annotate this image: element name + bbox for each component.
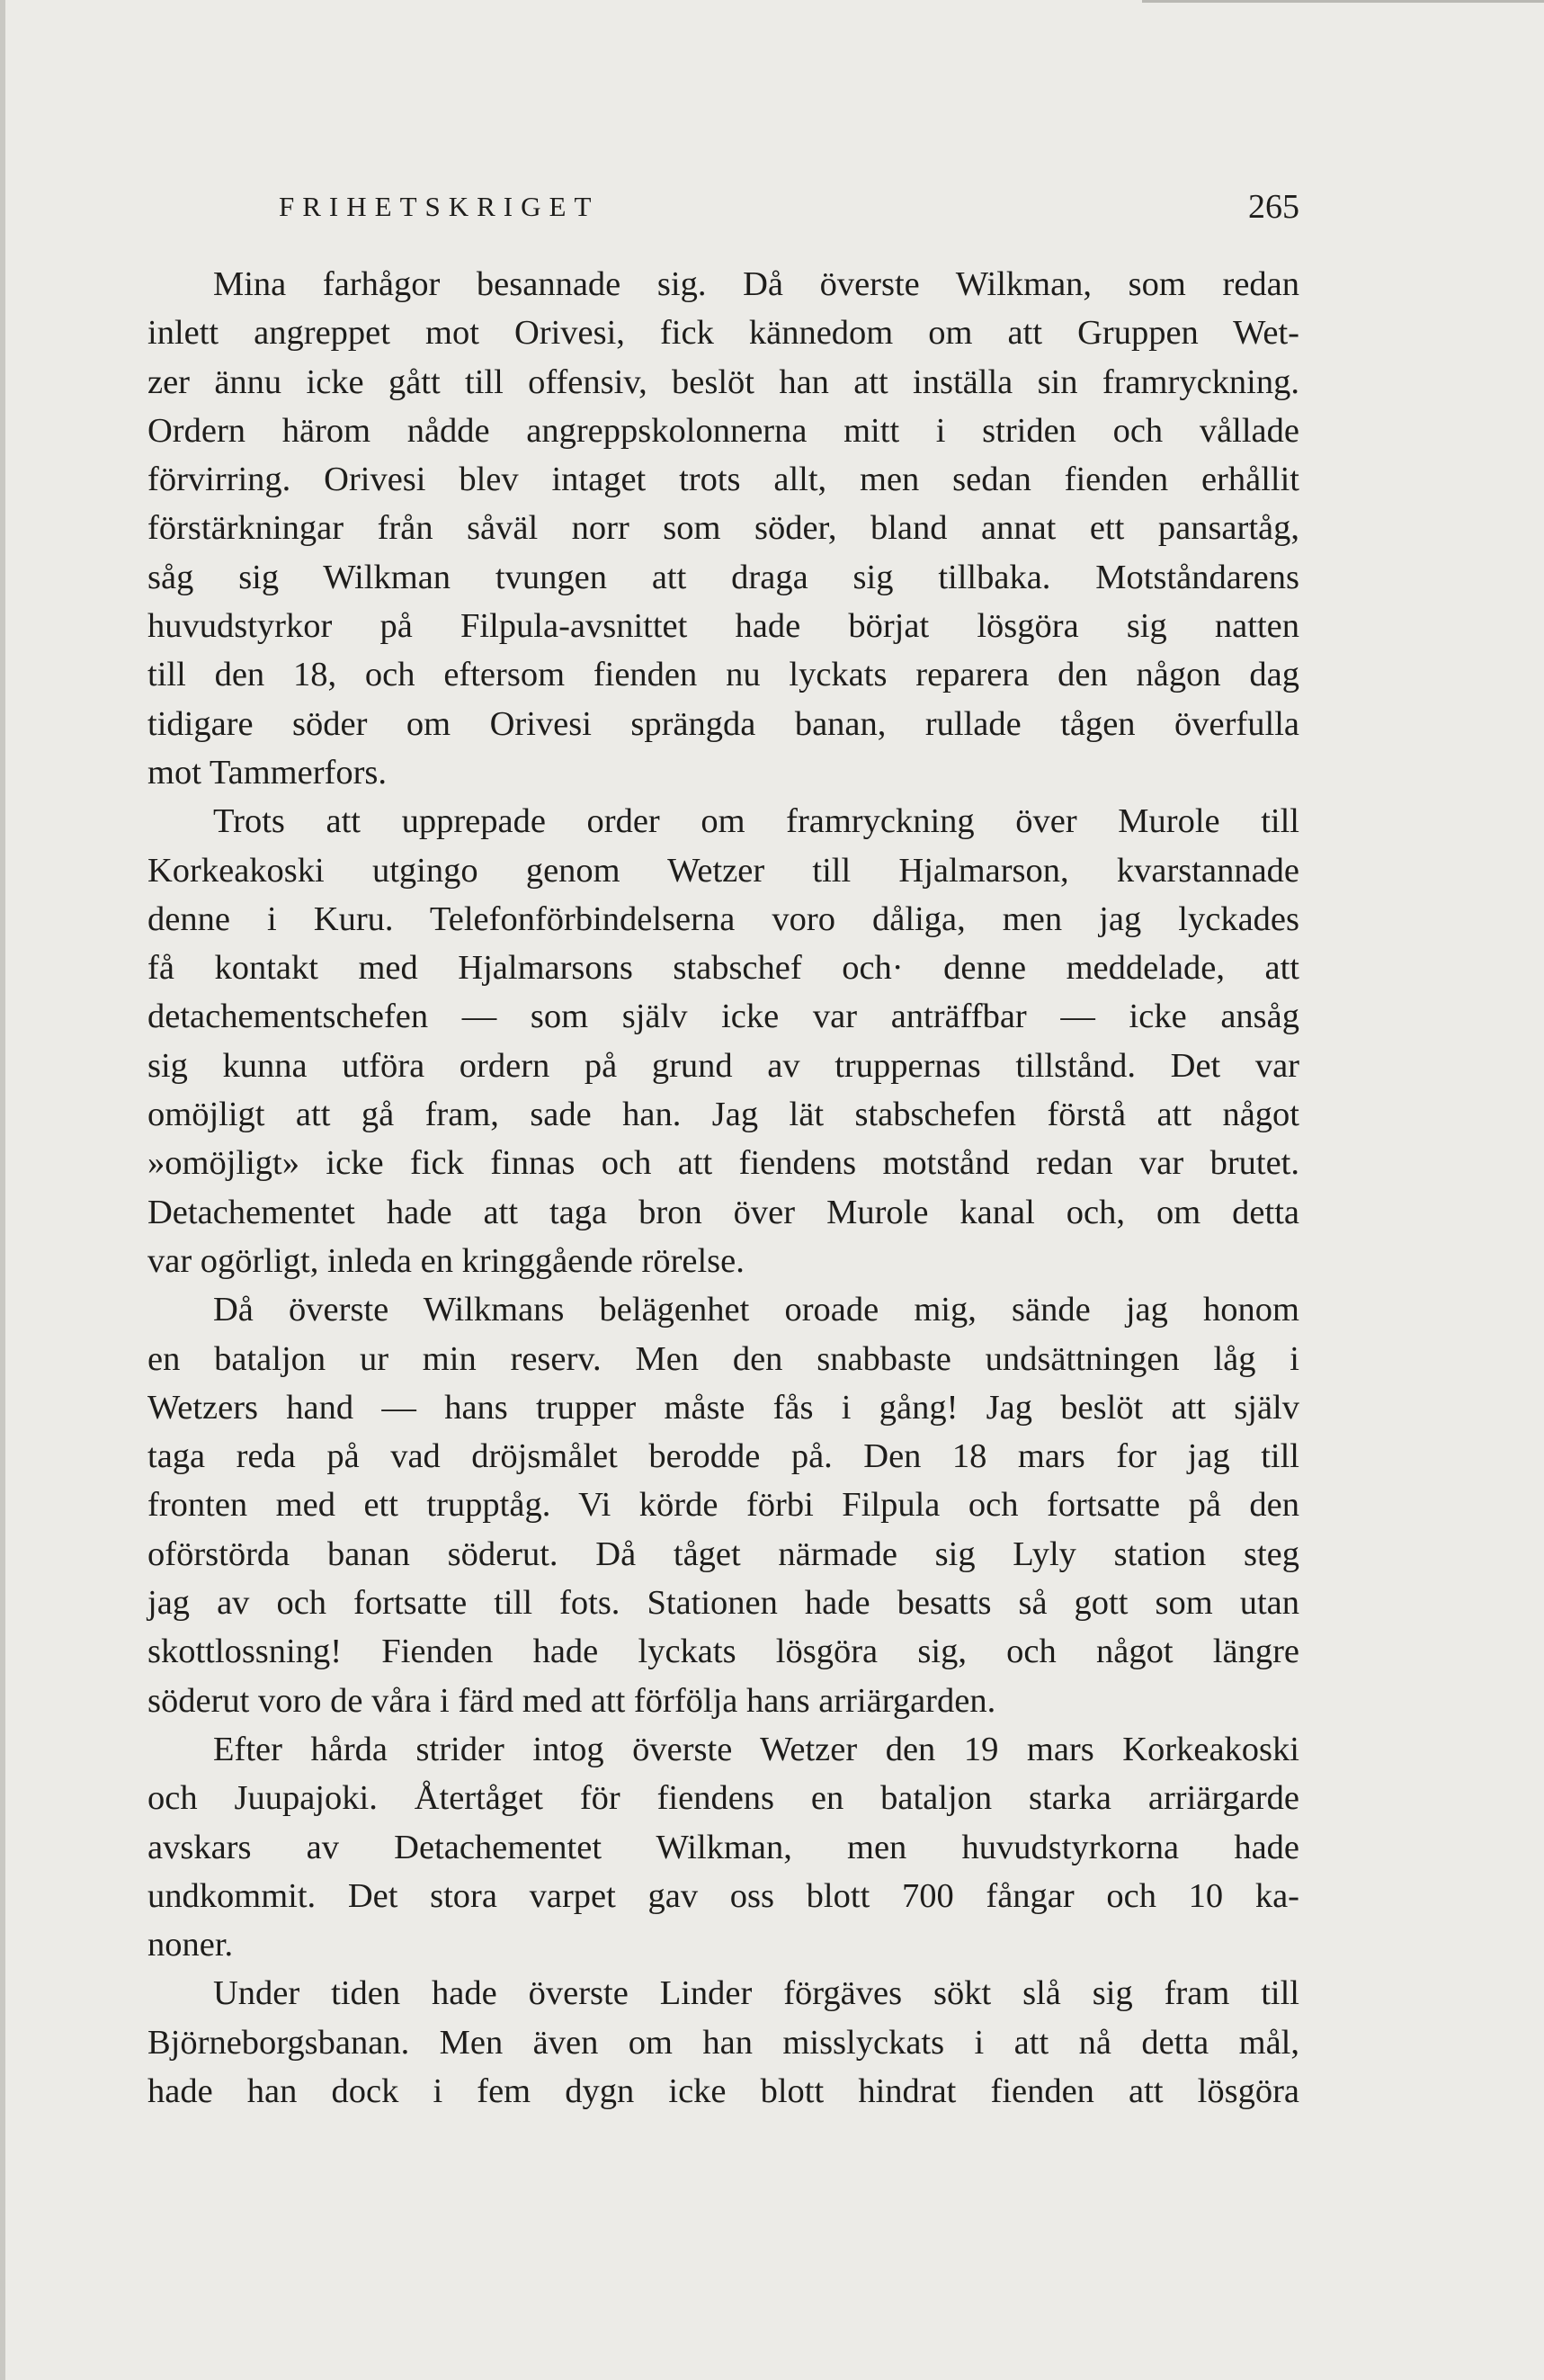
text-line: taga reda på vad dröjsmålet berodde på. Den 18 mars for jag till	[147, 1437, 1299, 1476]
text-line: Ordern härom nådde angreppskolonnerna mitt i striden och vållade	[147, 411, 1299, 450]
body-text	[147, 260, 1299, 2116]
running-head	[279, 184, 1299, 229]
text-line: såg sig Wilkman tvungen att draga sig tillbaka. Motståndarens	[147, 558, 1299, 596]
text-line: fronten med ett trupptåg. Vi körde förbi Filpula och fortsatte på den	[147, 1486, 1299, 1525]
page-number: 265	[1248, 188, 1299, 226]
text-line: en bataljon ur min reserv. Men den snabbaste undsättningen låg i	[147, 1339, 1299, 1378]
text-line: Efter hårda strider intog överste Wetzer den 19 mars Korkeakoski	[213, 1730, 1299, 1768]
text-line: förvirring. Orivesi blev intaget trots allt, men sedan fienden erhållit	[147, 461, 1299, 499]
text-line: oförstörda banan söderut. Då tåget närmade sig Lyly station steg	[147, 1534, 1299, 1573]
paragraph	[147, 1285, 1299, 1725]
text-line: söderut voro de våra i färd med att förfölja hans arriärgarden.	[147, 1681, 996, 1720]
text-line: sig kunna utföra ordern på grund av truppernas tillstånd. Det var	[147, 1046, 1299, 1085]
paragraph	[147, 1725, 1299, 1969]
text-line: tidigare söder om Orivesi sprängda banan, rullade tågen överfulla	[147, 704, 1299, 743]
text-line: noner.	[147, 1926, 234, 1964]
chapter-title: FRIHETSKRIGET	[279, 191, 600, 222]
text-line: mot Tammerfors.	[147, 753, 388, 792]
text-line: Wetzers hand — hans trupper måste fås i gång! Jag beslöt att själv	[147, 1388, 1299, 1427]
text-line: hade han dock i fem dygn icke blott hindrat fienden att lösgöra	[147, 2071, 1299, 2110]
text-line: Under tiden hade överste Linder förgäves sökt slå sig fram till	[213, 1974, 1299, 2013]
paragraph	[147, 797, 1299, 1285]
text-line: »omöjligt» icke fick finnas och att fiendens motstånd redan var brutet.	[147, 1144, 1299, 1183]
paragraph	[147, 1969, 1299, 2116]
page-binding-edge	[0, 0, 5, 2380]
text-line: zer ännu icke gått till offensiv, beslöt han att inställa sin framryckning.	[147, 362, 1299, 401]
text-line: Björneborgsbanan. Men även om han misslyckats i att nå detta mål,	[147, 2023, 1299, 2062]
paragraph	[147, 260, 1299, 797]
text-line: och Juupajoki. Återtåget för fiendens en bataljon starka arriärgarde	[147, 1779, 1299, 1818]
text-line: få kontakt med Hjalmarsons stabschef och· denne meddelade, att	[147, 949, 1299, 988]
text-line: denne i Kuru. Telefonförbindelserna voro dåliga, men jag lyckades	[147, 899, 1299, 938]
scan-edge-line	[1142, 0, 1544, 3]
text-line: Då överste Wilkmans belägenhet oroade mig, sände jag honom	[213, 1291, 1299, 1329]
text-line: omöjligt att gå fram, sade han. Jag lät stabschefen förstå att något	[147, 1096, 1299, 1134]
text-line: Detachementet hade att taga bron över Murole kanal och, om detta	[147, 1193, 1299, 1231]
text-line: Korkeakoski utgingo genom Wetzer till Hjalmarson, kvarstannade	[147, 851, 1299, 890]
text-line: skottlossning! Fienden hade lyckats lösgöra sig, och något längre	[147, 1633, 1299, 1671]
text-line: avskars av Detachementet Wilkman, men huvudstyrkorna hade	[147, 1828, 1299, 1866]
text-line: till den 18, och eftersom fienden nu lyckats reparera den någon dag	[147, 656, 1299, 694]
text-line: förstärkningar från såväl norr som söder, bland annat ett pansartåg,	[147, 509, 1299, 548]
text-line: Trots att upprepade order om framryckning över Murole till	[213, 802, 1299, 841]
text-line: var ogörligt, inleda en kringgående rörelse.	[147, 1241, 745, 1280]
text-line: jag av och fortsatte till fots. Stationen hade besatts så gott som utan	[147, 1584, 1299, 1623]
text-line: undkommit. Det stora varpet gav oss blott 700 fångar och 10 ka-	[147, 1876, 1299, 1915]
text-line: huvudstyrkor på Filpula-avsnittet hade börjat lösgöra sig natten	[147, 607, 1299, 646]
text-line: detachementschefen — som själv icke var anträffbar — icke ansåg	[147, 998, 1299, 1036]
text-line: Mina farhågor besannade sig. Då överste Wilkman, som redan	[213, 265, 1299, 303]
text-line: inlett angreppet mot Orivesi, fick kännedom om att Gruppen Wet-	[147, 314, 1299, 353]
